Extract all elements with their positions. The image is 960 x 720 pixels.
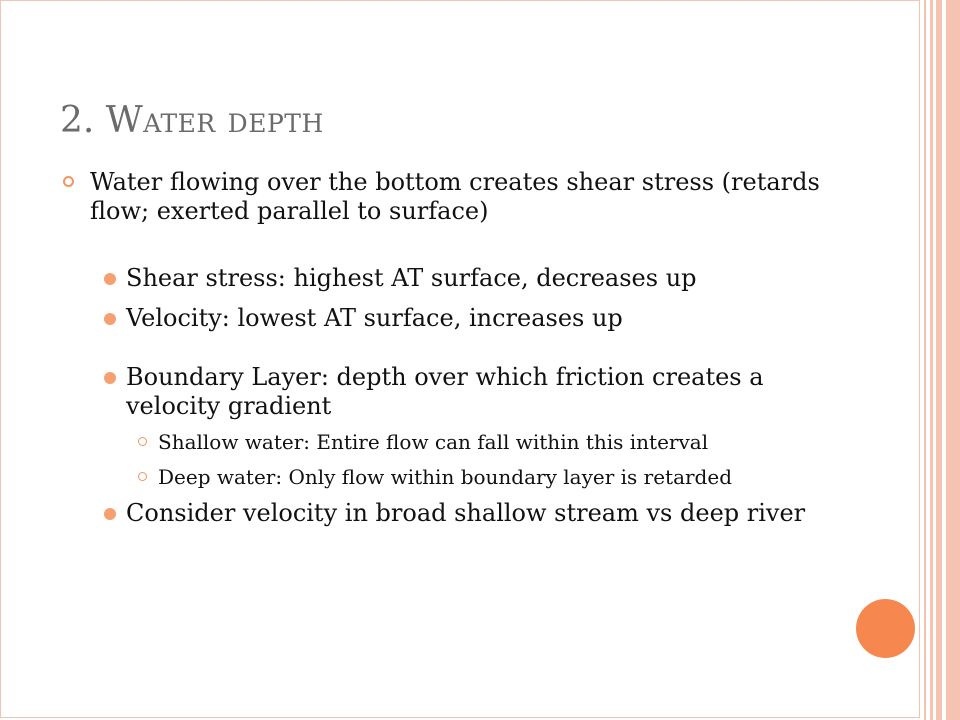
bullet-text: Velocity: lowest AT surface, increases up (126, 304, 623, 332)
bullet-text: Shear stress: highest AT surface, decreases up (126, 264, 697, 292)
ring-bullet-icon (138, 472, 147, 481)
dot-bullet-icon (104, 313, 116, 325)
dot-bullet-icon (104, 372, 116, 384)
ring-bullet-icon (138, 437, 147, 446)
bullet-item (60, 168, 850, 226)
bullet-text: Deep water: Only flow within boundary layer is retarded (158, 465, 732, 489)
bullet-item (60, 264, 850, 293)
decorative-stripe (936, 0, 942, 720)
dot-bullet-icon (104, 273, 116, 285)
title-text: Water depth (105, 100, 324, 141)
decorative-stripe (930, 0, 933, 720)
sub-bullet-item (60, 467, 850, 487)
bullet-text: Water flowing over the bottom creates shear stress (retards flow; exerted parallel to surface) (90, 168, 820, 225)
sub-bullet-item (60, 432, 850, 452)
slide-title (60, 100, 324, 142)
bullet-text: Boundary Layer: depth over which friction creates a velocity gradient (126, 363, 764, 420)
bullet-text: Shallow water: Entire flow can fall within this interval (158, 430, 709, 454)
decorative-circle (856, 599, 915, 658)
bullet-text: Consider velocity in broad shallow stream vs deep river (126, 499, 806, 527)
title-number: 2. (60, 100, 106, 141)
decorative-stripe (946, 0, 960, 720)
dot-bullet-icon (104, 508, 116, 520)
bullet-item (60, 499, 850, 528)
decorative-stripe (924, 0, 926, 720)
ring-bullet-icon (63, 176, 74, 187)
bullet-item (60, 363, 850, 421)
bullet-item (60, 304, 850, 333)
slide-content (60, 168, 850, 528)
